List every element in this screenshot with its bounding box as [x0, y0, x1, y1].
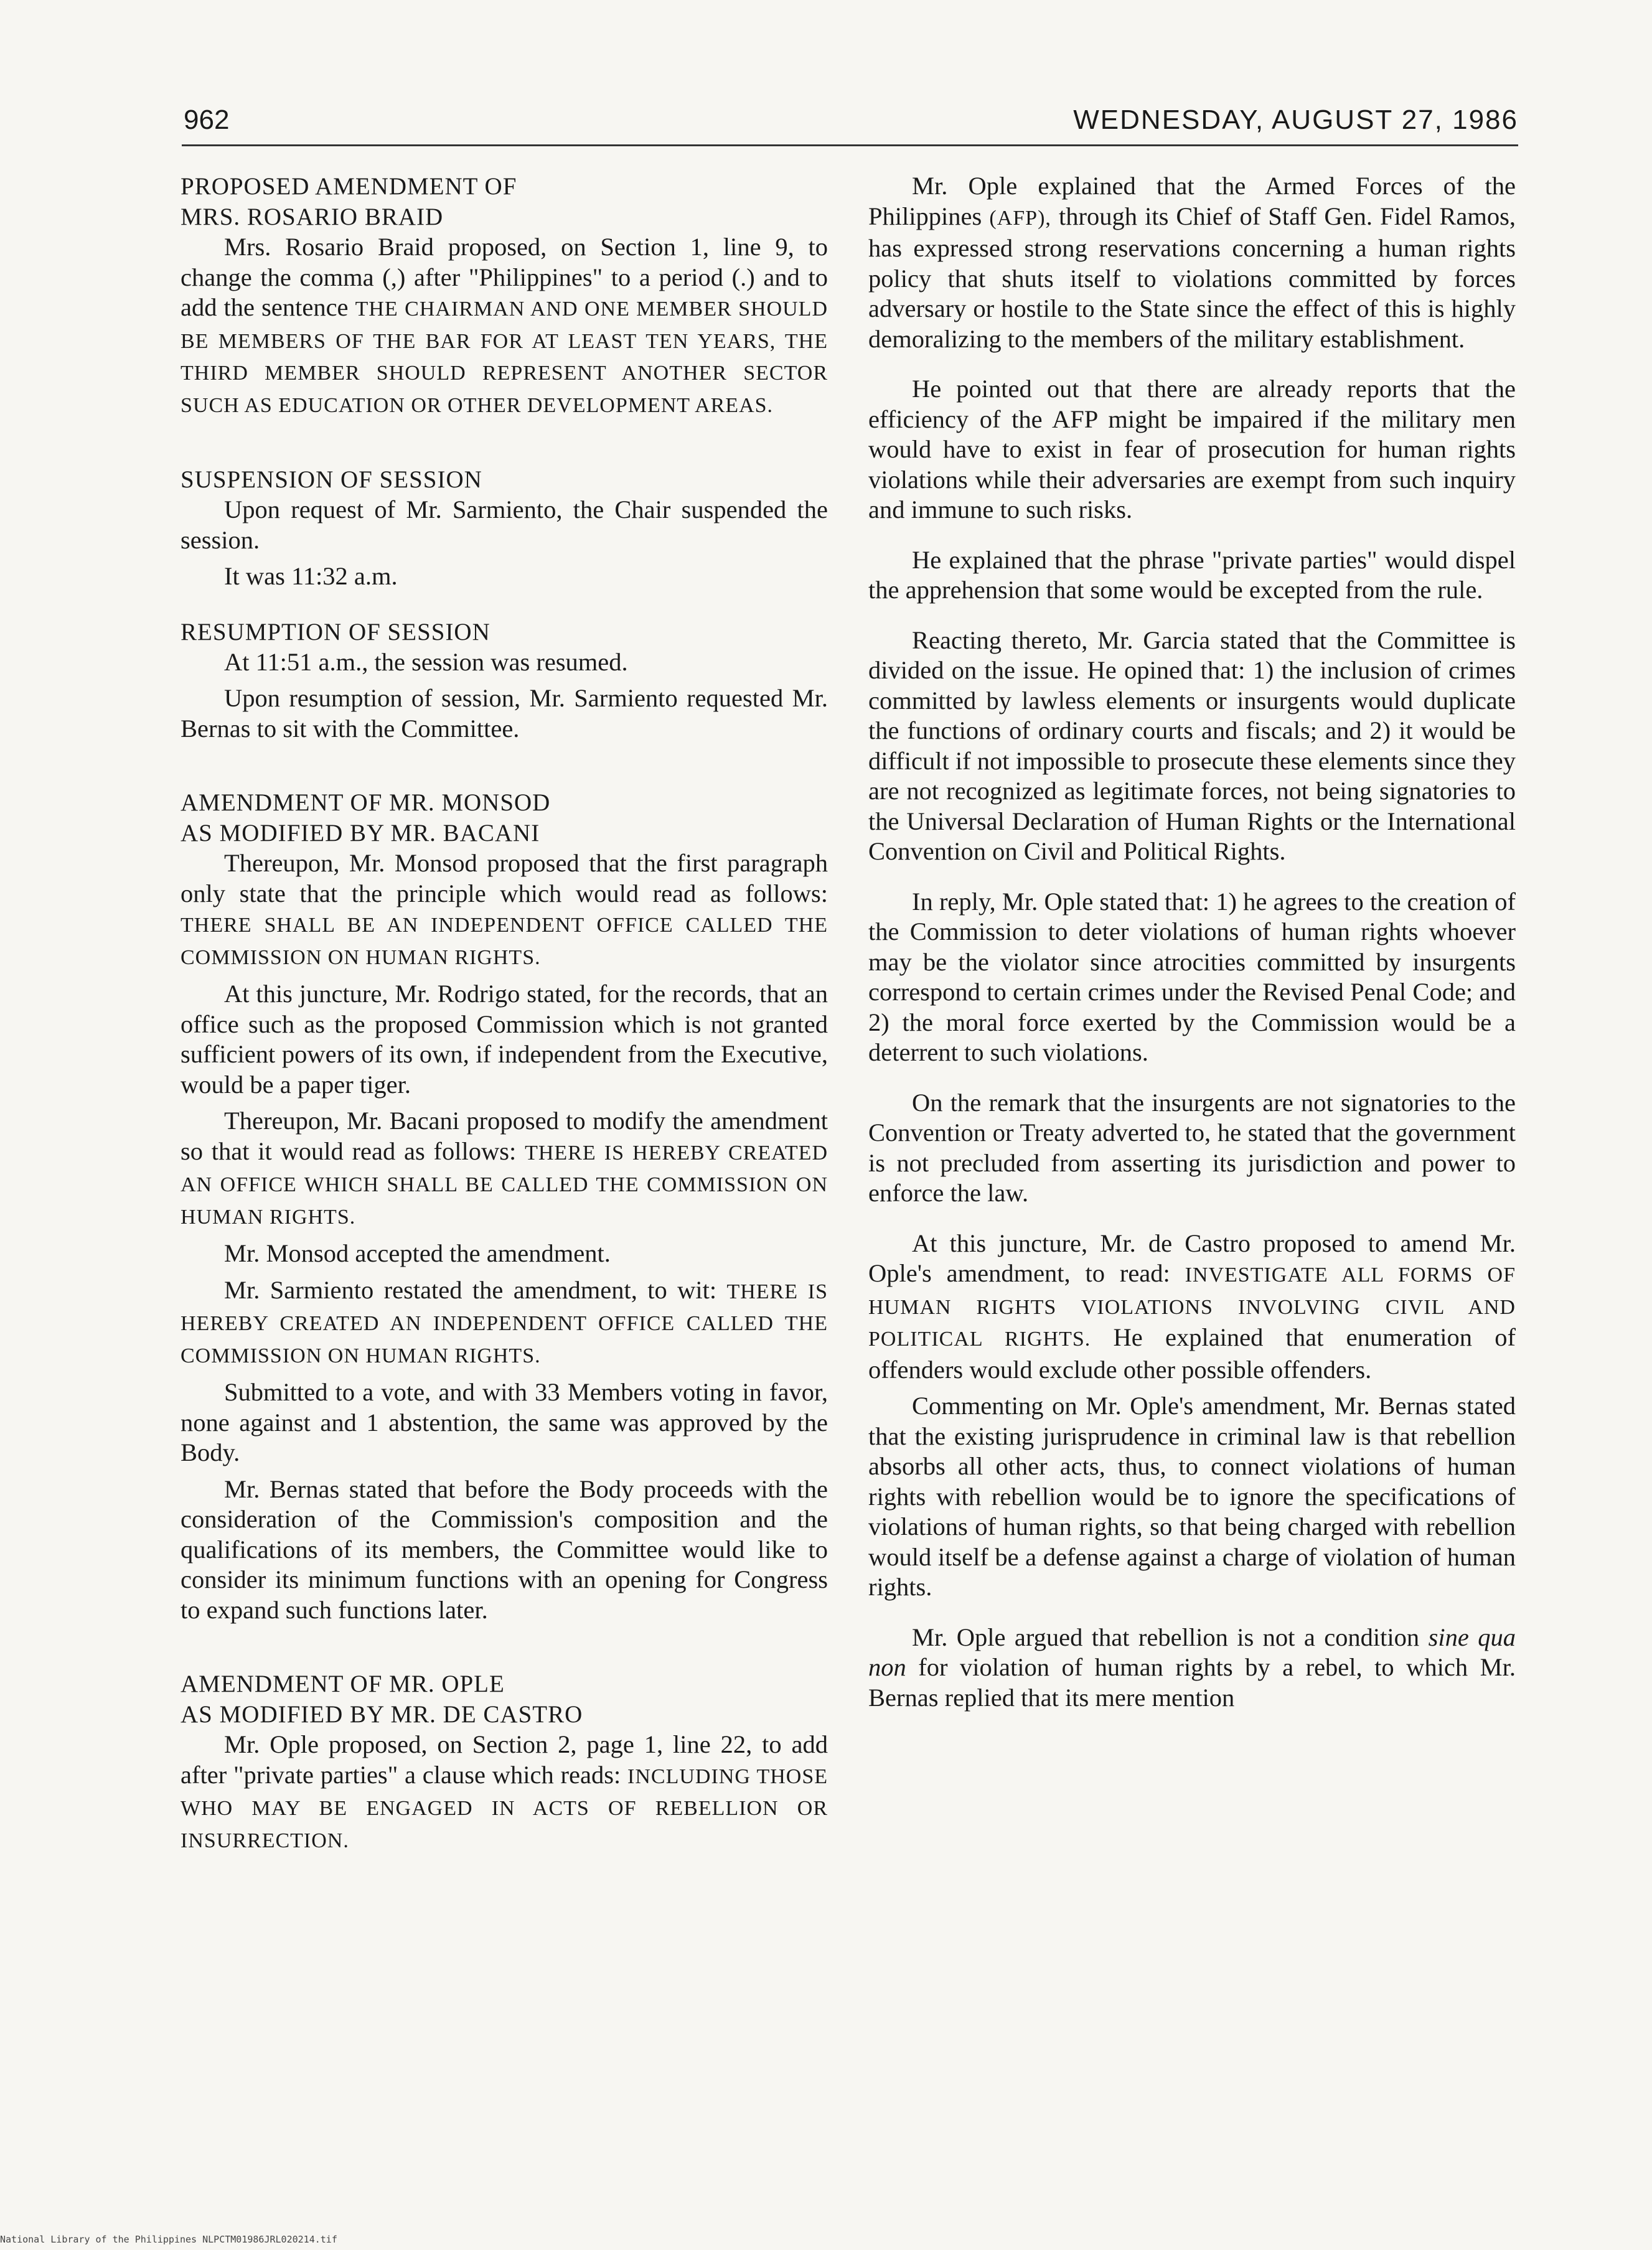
paragraph: Commenting on Mr. Ople's amendment, Mr. Bernas stated that the existing jurisprudence in criminal law is that rebellion absorbs all other acts, thus, to connect violations of human rights with rebellion would be to ignore the specifications of violations of human rights, so that being charged with rebellion would itself be a defense against a charge of violation of human rights. [868, 1392, 1516, 1601]
page-number: 962 [184, 105, 230, 135]
paragraph: Upon request of Mr. Sarmiento, the Chair suspended the session. [181, 495, 828, 554]
left-column [181, 171, 828, 1862]
paragraph: Mr. Ople explained that the Armed Forces of the Philippines (AFP), through its Chief of Staff Gen. Fidel Ramos, has expressed strong reservations concerning a human rights policy that shuts itself to violations committed by forces adversary or hostile to the State since the effect of this is highly demoralizing to the members of the military establishment. [868, 172, 1516, 353]
page-date: WEDNESDAY, AUGUST 27, 1986 [1073, 105, 1518, 135]
paragraph: At this juncture, Mr. de Castro proposed to amend Mr. Ople's amendment, to read: INVESTIGATE ALL FORMS OF HUMAN RIGHTS VIOLATIONS INVOLVING CIVIL AND POLITICAL RIGHTS. He explained that enumeration of offenders would exclude other possible offenders. [868, 1229, 1516, 1384]
paragraph: Mr. Ople argued that rebellion is not a condition sine qua non for violation of human rights by a rebel, to which Mr. Bernas replied that its mere mention [868, 1623, 1516, 1712]
paragraph: At this juncture, Mr. Rodrigo stated, for the records, that an office such as the proposed Commission which is not granted sufficient powers of its own, if independent from the Executive, would be a paper tiger. [181, 980, 828, 1099]
scan-footer: National Library of the Philippines NLPCTM01986JRL020214.tif [0, 2234, 337, 2245]
section-heading: PROPOSED AMENDMENT OF MRS. ROSARIO BRAID [181, 173, 517, 230]
paragraph: Upon resumption of session, Mr. Sarmiento requested Mr. Bernas to sit with the Committee. [181, 684, 828, 743]
paragraph: Thereupon, Mr. Monsod proposed that the first paragraph only state that the principle which would read as follows: THERE SHALL BE AN INDEPENDENT OFFICE CALLED THE COMMISSION ON HUMAN RIGHTS. [181, 849, 828, 969]
section-heading: AMENDMENT OF MR. MONSOD AS MODIFIED BY MR. BACANI [181, 789, 551, 846]
paragraph: Reacting thereto, Mr. Garcia stated that the Committee is divided on the issue. He opined that: 1) the inclusion of crimes committed by lawless elements or insurgents would duplicate the functions of ordinary courts and fiscals; and 2) it would be difficult if not impossible to prosecute these elements since they are not recognized as legitimate forces, not being signatories to the Universal Declaration of Human Rights or the International Convention on Civil and Political Rights. [868, 626, 1516, 865]
paragraph: Mr. Monsod accepted the amendment. [224, 1239, 611, 1267]
paragraph: Mr. Ople proposed, on Section 2, page 1, line 22, to add after "private parties" a clause which reads: INCLUDING THOSE WHO MAY BE ENGAGED IN ACTS OF REBELLION OR INSURRECTION. [181, 1730, 828, 1852]
paragraph: At 11:51 a.m., the session was resumed. [224, 647, 628, 676]
paragraph: Mrs. Rosario Braid proposed, on Section 1, line 9, to change the comma (,) after "Philippines" to a period (.) and to add the sentence THE CHAIRMAN AND ONE MEMBER SHOULD BE MEMBERS OF THE BAR FOR AT LEAST TEN YEARS, THE THIRD MEMBER SHOULD REPRESENT ANOTHER SECTOR SUCH AS EDUCATION OR OTHER DEVELOPMENT AREAS. [181, 233, 828, 417]
paragraph: In reply, Mr. Ople stated that: 1) he agrees to the creation of the Commission to deter violations of human rights whoever may be the violator since atrocities committed by insurgents correspond to certain crimes under the Revised Penal Code; and 2) the moral force exerted by the Commission would be a deterrent to such violations. [868, 887, 1516, 1066]
paragraph: He explained that the phrase "private parties" would dispel the apprehension that some would be excepted from the rule. [868, 545, 1516, 604]
right-column [868, 171, 1516, 1719]
paragraph: Submitted to a vote, and with 33 Members voting in favor, none against and 1 abstention, the same was approved by the Body. [181, 1378, 828, 1466]
header-rule [182, 144, 1518, 146]
section-heading: AMENDMENT OF MR. OPLE AS MODIFIED BY MR. DE CASTRO [181, 1671, 583, 1728]
paragraph: Mr. Sarmiento restated the amendment, to wit: THERE IS HEREBY CREATED AN INDEPENDENT OFFICE CALLED THE COMMISSION ON HUMAN RIGHTS. [181, 1275, 828, 1367]
section-heading: SUSPENSION OF SESSION [181, 466, 482, 493]
section-heading: RESUMPTION OF SESSION [181, 618, 490, 645]
paragraph: On the remark that the insurgents are not signatories to the Convention or Treaty adverted to, he stated that the government is not precluded from asserting its jurisdiction and power to enforce the law. [868, 1088, 1516, 1207]
paragraph: Mr. Bernas stated that before the Body proceeds with the consideration of the Commission's composition and the qualifications of its members, the Committee would like to consider its minimum functions with an opening for Congress to expand such functions later. [181, 1474, 828, 1624]
paragraph: It was 11:32 a.m. [224, 562, 398, 590]
paragraph: He pointed out that there are already reports that the efficiency of the AFP might be impaired if the military men would have to exist in fear of prosecution for human rights violations while their adversaries are exempt from such inquiry and immune to such risks. [868, 375, 1516, 523]
paragraph: Thereupon, Mr. Bacani proposed to modify the amendment so that it would read as follows: THERE IS HEREBY CREATED AN OFFICE WHICH SHALL BE CALLED THE COMMISSION ON HUMAN RIGHTS. [181, 1107, 828, 1229]
